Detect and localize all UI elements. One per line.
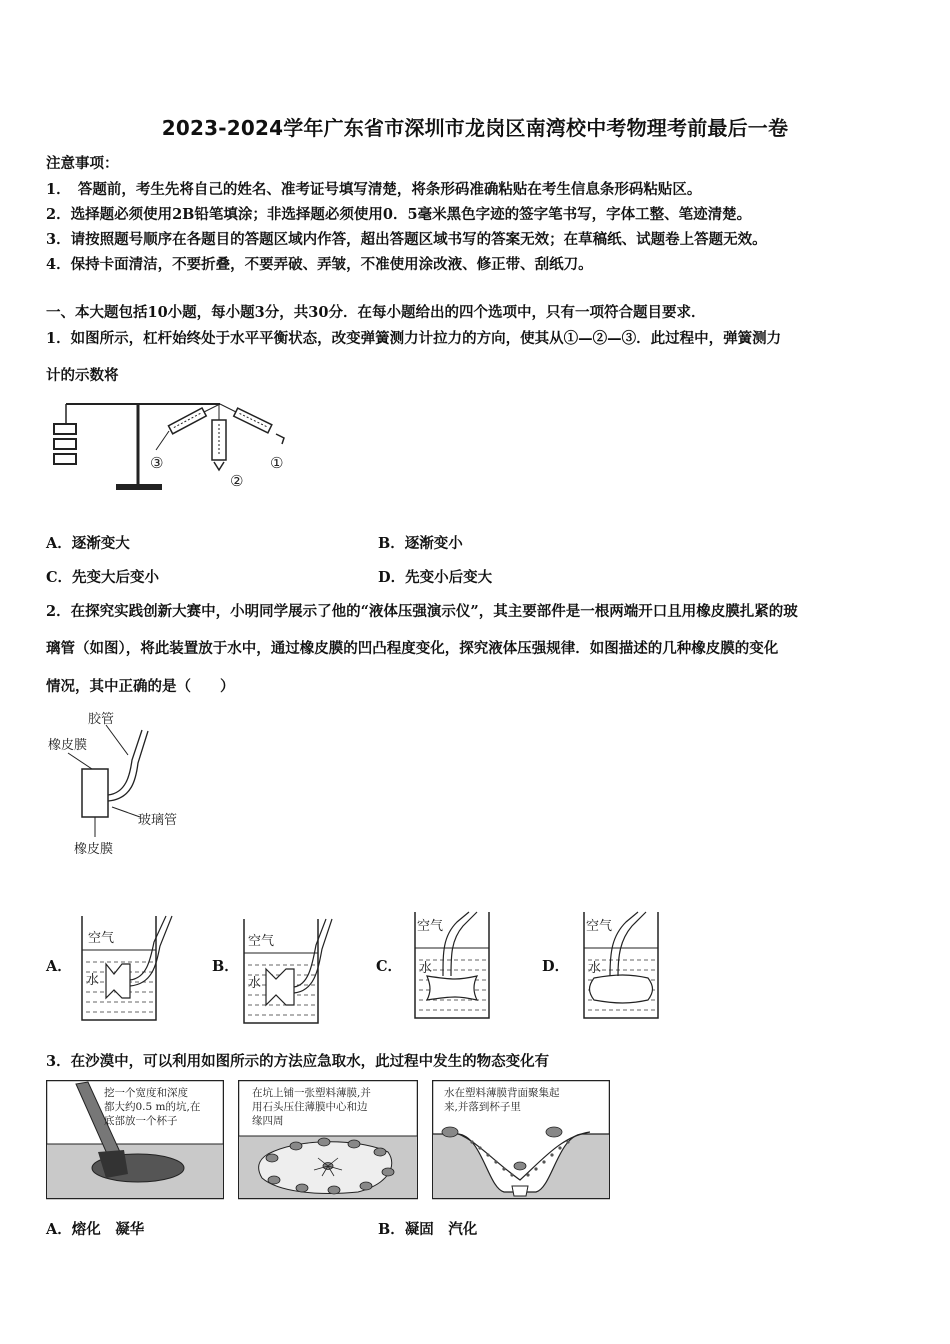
q2-label-membrane-bottom: 橡皮膜	[74, 842, 114, 857]
q3-panel2-line2: 用石头压住薄膜中心和边	[252, 1101, 368, 1113]
q2-option-d[interactable]: D．	[542, 958, 570, 975]
q2-b-water: 水	[248, 976, 262, 991]
q3-option-b[interactable]: B．凝固 汽化	[378, 1221, 478, 1238]
q1-option-c[interactable]: C．先变大后变小	[46, 569, 160, 586]
q2-device-figure	[46, 705, 196, 860]
q3-panel1-line3: 底部放一个杯子	[104, 1115, 178, 1127]
notice-item-1: 1． 答题前，考生先将自己的姓名、准考证号填写清楚，将条形码准确粘贴在考生信息条形码粘贴区。	[46, 181, 702, 198]
q3-stem: 3．在沙漠中，可以利用如图所示的方法应急取水，此过程中发生的物态变化有	[46, 1053, 550, 1070]
q1-stem-line2: 计的示数将	[46, 367, 119, 384]
notice-item-4: 4．保持卡面清洁，不要折叠，不要弄破、弄皱，不准使用涂改液、修正带、刮纸刀。	[46, 256, 593, 273]
q2-figure-d	[582, 906, 692, 1024]
section-heading: 一、本大题包括10小题，每小题3分，共30分．在每小题给出的四个选项中，只有一项符合题目要求．	[46, 304, 706, 321]
q3-option-a[interactable]: A．熔化 凝华	[46, 1221, 145, 1238]
q2-stem-line1: 2．在探究实践创新大赛中，小明同学展示了他的“液体压强演示仪”，其主要部件是一根两端开口且用橡皮膜扎紧的玻	[46, 603, 798, 620]
q3-panel3-line1: 水在塑料薄膜背面聚集起	[444, 1087, 560, 1099]
q2-a-air: 空气	[88, 931, 115, 946]
notice-item-3: 3．请按照题号顺序在各题目的答题区域内作答，超出答题区域书写的答案无效；在草稿纸、试题卷上答题无效。	[46, 231, 767, 248]
q1-option-a[interactable]: A．逐渐变大	[46, 535, 130, 552]
q1-label-3: ③	[150, 454, 164, 472]
q1-option-b[interactable]: B．逐渐变小	[378, 535, 463, 552]
q2-figure-c	[413, 906, 523, 1024]
q1-stem-line1: 1．如图所示，杠杆始终处于水平平衡状态，改变弹簧测力计拉力的方向，使其从①—②—③．此过程中，弹簧测力	[46, 330, 782, 347]
q2-b-air: 空气	[248, 934, 275, 949]
q1-option-d[interactable]: D．先变小后变大	[378, 569, 493, 586]
q3-panel-3	[432, 1080, 610, 1200]
q1-label-1: ①	[270, 454, 284, 472]
notice-heading: 注意事项：	[46, 155, 119, 172]
q3-panel2-line3: 缘四周	[252, 1115, 284, 1127]
q2-c-air: 空气	[417, 919, 444, 934]
q2-c-water: 水	[419, 961, 433, 976]
q2-label-glass: 玻璃管	[138, 813, 178, 828]
q2-option-b[interactable]: B．	[212, 958, 239, 975]
q2-label-hose: 胶管	[88, 712, 115, 727]
page-title: 2023-2024学年广东省市深圳市龙岗区南湾校中考物理考前最后一卷	[161, 116, 789, 140]
q3-panel1-line2: 都大约0.5 m的坑,在	[104, 1101, 201, 1113]
q2-stem-line3: 情况，其中正确的是（ ）	[46, 678, 235, 695]
q2-label-membrane-top: 橡皮膜	[48, 738, 88, 753]
q3-panel1-line1: 挖一个宽度和深度	[104, 1087, 188, 1099]
q1-label-2: ②	[230, 472, 244, 490]
notice-item-2: 2．选择题必须使用2B铅笔填涂；非选择题必须使用0．5毫米黑色字迹的签字笔书写，字体工整、笔迹清楚。	[46, 206, 752, 223]
q2-d-air: 空气	[586, 919, 613, 934]
q3-panel3-line2: 来,并落到杯子里	[444, 1101, 521, 1113]
q2-option-c[interactable]: C．	[376, 958, 403, 975]
q2-a-water: 水	[86, 973, 100, 988]
q3-panel2-line1: 在坑上铺一张塑料薄膜,并	[252, 1087, 371, 1099]
q1-lever-figure	[48, 390, 308, 495]
q3-panel-2	[238, 1080, 418, 1200]
q2-figure-b	[242, 915, 352, 1027]
q2-option-a[interactable]: A．	[46, 958, 72, 975]
q3-panel-1	[46, 1080, 224, 1200]
q2-stem-line2: 璃管（如图），将此装置放于水中，通过橡皮膜的凹凸程度变化，探究液体压强规律．如图描述的几种橡皮膜的变化	[46, 640, 779, 657]
q2-figure-a	[80, 912, 190, 1024]
q2-d-water: 水	[588, 961, 602, 976]
